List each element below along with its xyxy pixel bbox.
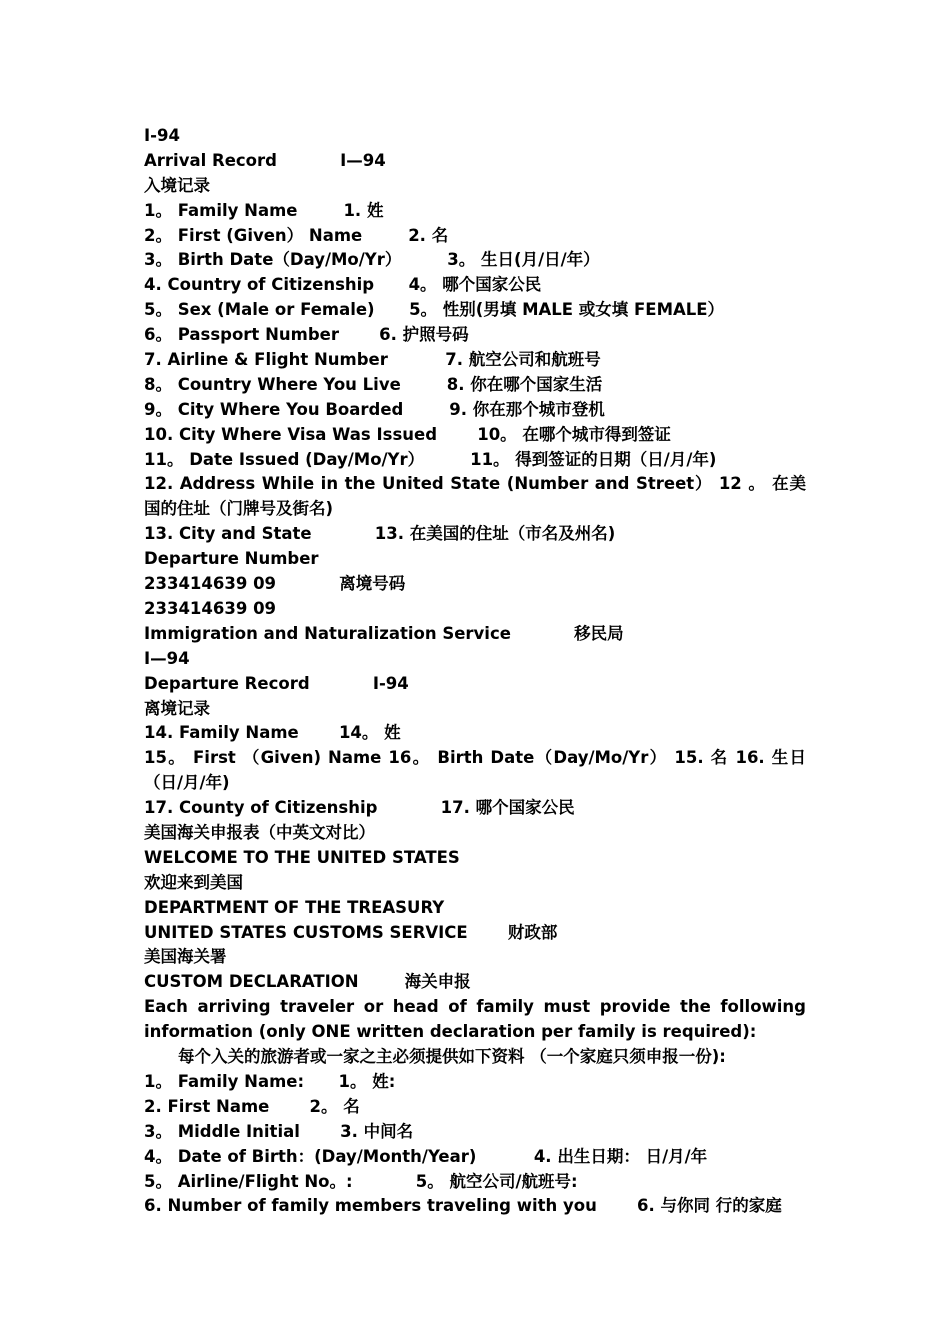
text-line: 13. City and State 13. 在美国的住址（市名及州名) [144,524,616,544]
text-line: CUSTOM DECLARATION 海关申报 [144,972,471,992]
text-line: 7. Airline & Flight Number 7. 航空公司和航班号 [144,350,601,370]
text-line: 233414639 09 离境号码 [144,574,406,594]
text-line: 入境记录 [144,175,210,195]
text-line: Departure Record I-94 [144,673,409,693]
text-line: 每个入关的旅游者或一家之主必须提供如下资料 （一个家庭只须申报一份): [178,1047,726,1067]
text-line: DEPARTMENT OF THE TREASURY [144,897,445,917]
text-paragraph: 12. Address While in the United State (Number and Street） 12 。 在美国的住址（门牌号及街名) [144,474,806,519]
text-line: 2。 First (Given） Name 2. 名 [144,225,449,245]
text-line: I-94 [144,126,180,145]
text-line: WELCOME TO THE UNITED STATES [144,847,460,867]
text-line: Arrival Record I—94 [144,150,386,170]
text-line: 2. First Name 2。 名 [144,1096,360,1116]
text-line: 9。 City Where You Boarded 9. 你在那个城市登机 [144,399,605,419]
text-line: 美国海关申报表（中英文对比） [144,823,375,842]
text-line: 1。 Family Name: 1。 姓: [144,1071,396,1091]
text-line: Departure Number [144,549,319,569]
text-line: 10. City Where Visa Was Issued 10。 在哪个城市得到签证 [144,424,671,444]
text-line: 欢迎来到美国 [144,872,243,892]
text-line: 美国海关署 [144,947,227,967]
text-paragraph: 15。 First （Given) Name 16。 Birth Date（Day/Mo/Yr） 15. 名 16. 生日（日/月/年) [144,748,806,793]
text-line: 3。 Birth Date（Day/Mo/Yr） 3。 生日(月/日/年） [144,250,600,270]
text-line: 4。 Date of Birth：(Day/Month/Year) 4. 出生日期： 日/月/年 [144,1146,708,1166]
text-paragraph: Each arriving traveler or head of family must provide the following information (only ONE written declaration per family is required): [144,997,806,1042]
text-line: 8。 Country Where You Live 8. 你在哪个国家生活 [144,374,603,394]
text-line: 离境记录 [144,698,210,718]
text-line: Immigration and Naturalization Service 移民局 [144,623,624,643]
text-line: 11。 Date Issued (Day/Mo/Yr） 11。 得到签证的日期（日/月/年) [144,449,717,469]
text-line: 5。 Sex (Male or Female) 5。 性别(男填 MALE 或女填 FEMALE） [144,300,725,320]
text-line: 14. Family Name 14。 姓 [144,723,401,743]
text-line: 6. Number of family members traveling with you 6. 与你同 行的家庭 [144,1196,782,1216]
text-line: 5。 Airline/Flight No。: 5。 航空公司/航班号: [144,1171,578,1191]
text-line: 6。 Passport Number 6. 护照号码 [144,325,469,345]
text-line: UNITED STATES CUSTOMS SERVICE 财政部 [144,922,558,942]
text-line: I—94 [144,648,190,668]
text-line: 1。 Family Name 1. 姓 [144,200,384,220]
text-line: 4. Country of Citizenship 4。 哪个国家公民 [144,275,542,295]
text-line: 17. County of Citizenship 17. 哪个国家公民 [144,798,575,818]
text-line: 3。 Middle Initial 3. 中间名 [144,1121,414,1141]
text-line: 233414639 09 [144,598,277,618]
document-body [144,124,806,1219]
